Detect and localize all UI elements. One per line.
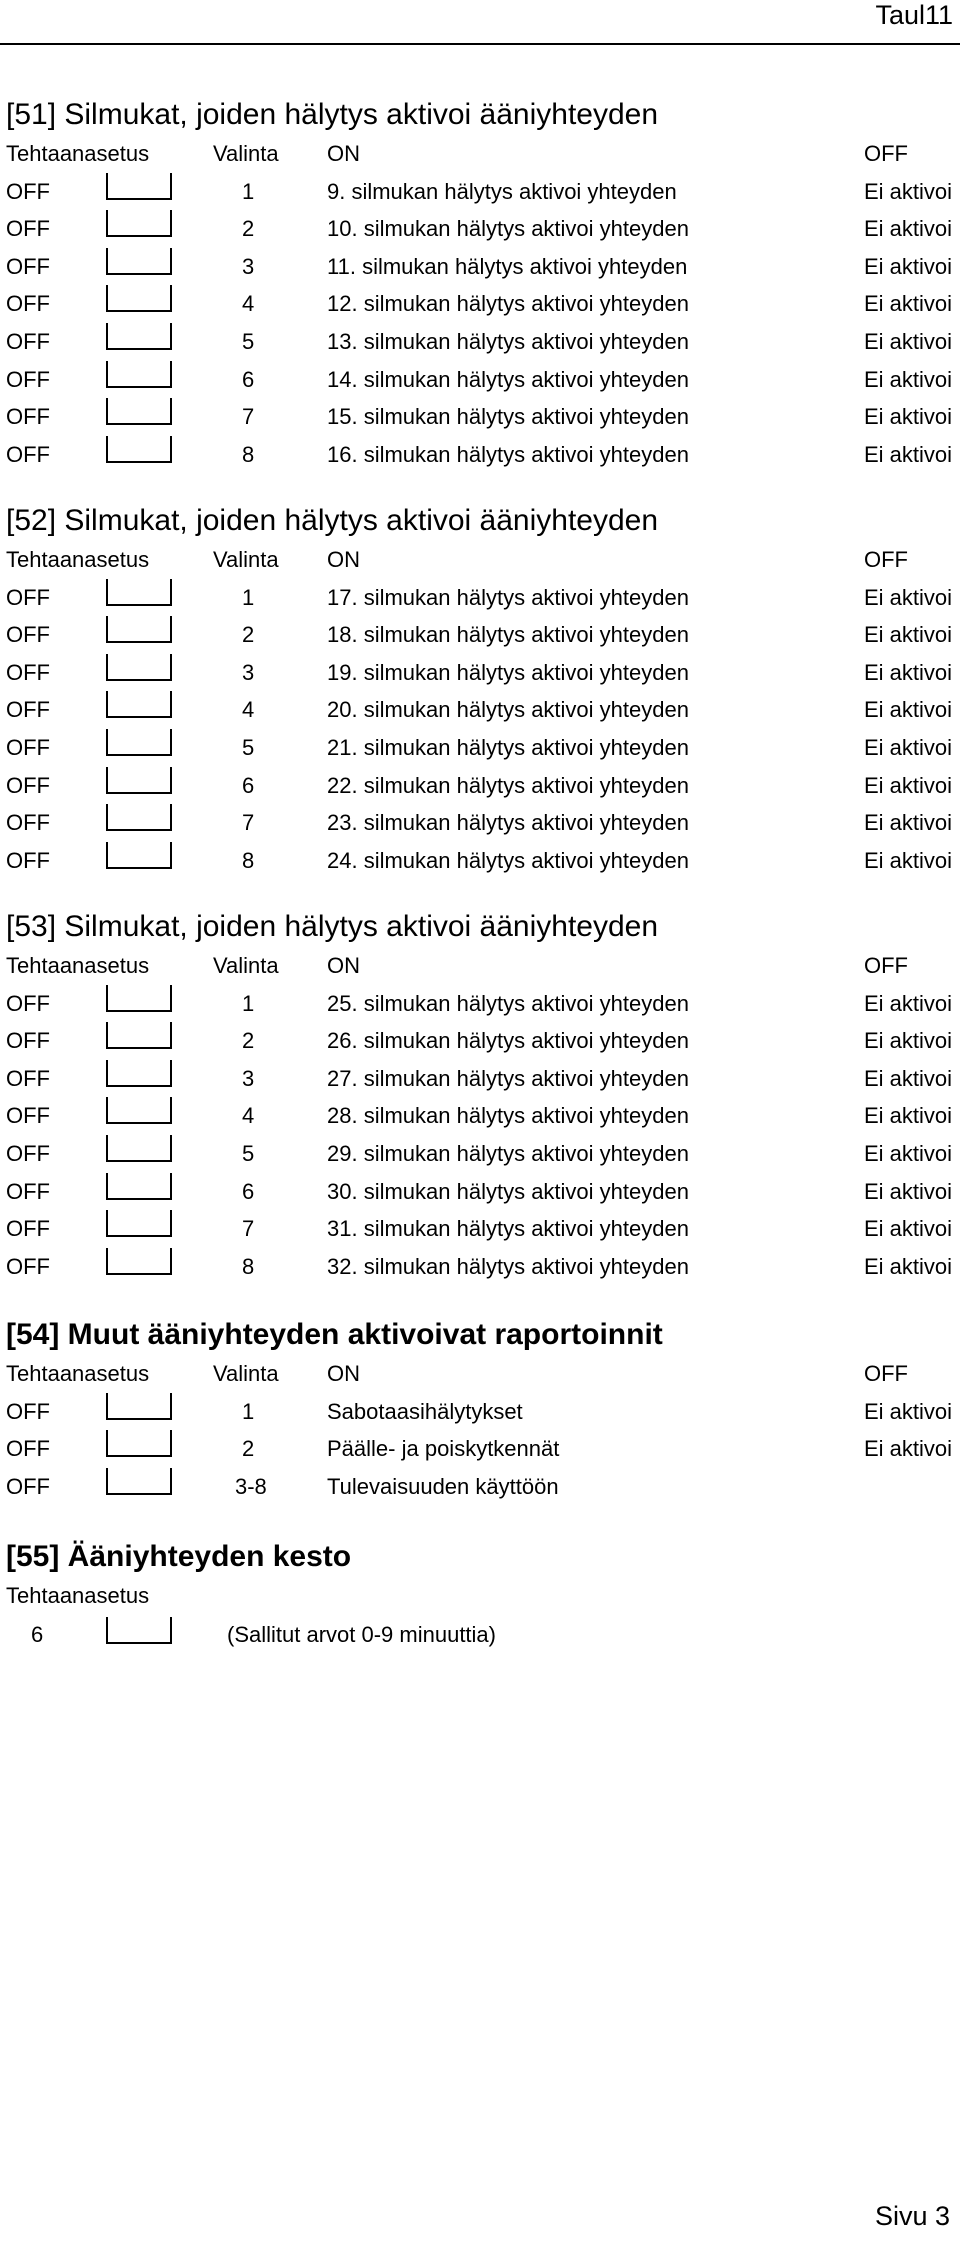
section-53 [0,906,960,1285]
section-55 [0,1536,960,1655]
off-description: Ei aktivoi [864,366,953,392]
option-number: 3 [242,253,255,279]
on-description: 12. silmukan hälytys aktivoi yhteyden [327,291,689,317]
section-title: [53] Silmukat, joiden hälytys aktivoi ääniyhteyden [6,910,659,943]
choice-entry-box[interactable] [106,1173,172,1200]
table-row [0,1468,960,1506]
table-row [0,436,960,474]
on-description: 26. silmukan hälytys aktivoi yhteyden [327,1028,689,1054]
choice-entry-box[interactable] [106,173,172,200]
default-value: OFF [6,1473,50,1499]
default-value: OFF [6,1028,50,1054]
on-description: 25. silmukan hälytys aktivoi yhteyden [327,990,689,1016]
option-number: 1 [242,584,255,610]
off-description: Ei aktivoi [864,1103,953,1129]
col-default-label: Tehtaanasetus [6,141,150,166]
on-description: 16. silmukan hälytys aktivoi yhteyden [327,441,689,467]
table-row [0,985,960,1023]
off-description: Ei aktivoi [864,772,953,798]
choice-entry-box[interactable] [106,1022,172,1049]
on-description: 18. silmukan hälytys aktivoi yhteyden [327,622,689,648]
on-description: Sabotaasihälytykset [327,1398,523,1424]
table-row [0,398,960,436]
option-number: 8 [242,847,255,873]
option-number: 7 [242,404,255,430]
on-description: 22. silmukan hälytys aktivoi yhteyden [327,772,689,798]
table-row [0,654,960,692]
off-description: Ei aktivoi [864,216,953,242]
option-number: 2 [242,1436,255,1462]
off-description: Ei aktivoi [864,1178,953,1204]
column-header-row [0,947,960,985]
choice-entry-box[interactable] [106,729,172,756]
choice-entry-box[interactable] [106,654,172,681]
on-description: 9. silmukan hälytys aktivoi yhteyden [327,178,677,204]
off-description: Ei aktivoi [864,1028,953,1054]
on-description: Päälle- ja poiskytkennät [327,1436,560,1462]
on-description: 11. silmukan hälytys aktivoi yhteyden [327,253,688,279]
choice-entry-box[interactable] [106,285,172,312]
col-default-label: Tehtaanasetus [6,547,150,572]
default-value: OFF [6,622,50,648]
choice-entry-box[interactable] [106,436,172,463]
choice-entry-box[interactable] [106,616,172,643]
column-header-row [0,135,960,173]
choice-entry-box[interactable] [106,1430,172,1457]
table-row [0,691,960,729]
off-description: Ei aktivoi [864,584,953,610]
choice-entry-box[interactable] [106,804,172,831]
on-description: 23. silmukan hälytys aktivoi yhteyden [327,810,689,836]
on-description: 20. silmukan hälytys aktivoi yhteyden [327,697,689,723]
allowed-values-note: (Sallitut arvot 0-9 minuuttia) [227,1621,496,1647]
default-value: OFF [6,178,50,204]
table-row [0,1210,960,1248]
default-value: OFF [6,1103,50,1129]
off-description: Ei aktivoi [864,1436,953,1462]
page-footer: Sivu 3 [874,2201,950,2231]
on-description: 24. silmukan hälytys aktivoi yhteyden [327,847,689,873]
column-header-row [0,1577,960,1615]
default-value: OFF [6,441,50,467]
column-header-row [0,1355,960,1393]
col-default-label: Tehtaanasetus [6,953,150,978]
table-row [0,1430,960,1468]
col-off-label: OFF [864,1361,908,1386]
col-choice-label: Valinta [213,141,279,166]
default-value: OFF [6,328,50,354]
col-off-label: OFF [864,547,908,572]
col-on-label: ON [327,141,360,166]
off-description: Ei aktivoi [864,253,953,279]
default-value: OFF [6,990,50,1016]
choice-entry-box[interactable] [106,1248,172,1275]
option-number: 2 [242,216,255,242]
on-description: 14. silmukan hälytys aktivoi yhteyden [327,366,689,392]
duration-entry-box[interactable] [106,1617,172,1644]
col-off-label: OFF [864,141,908,166]
off-description: Ei aktivoi [864,178,953,204]
choice-entry-box[interactable] [106,1060,172,1087]
on-description: 13. silmukan hälytys aktivoi yhteyden [327,328,689,354]
off-description: Ei aktivoi [864,847,953,873]
col-on-label: ON [327,547,360,572]
section-title: [54] Muut ääniyhteyden aktivoivat raportoinnit [6,1318,663,1351]
default-value: OFF [6,291,50,317]
option-number: 8 [242,1253,255,1279]
option-number: 1 [242,178,255,204]
option-number: 5 [242,328,255,354]
off-description: Ei aktivoi [864,1253,953,1279]
choice-entry-box[interactable] [106,842,172,869]
table-row [0,1173,960,1211]
table-row [0,210,960,248]
default-value: OFF [6,772,50,798]
default-value: OFF [6,216,50,242]
table-row [0,1060,960,1098]
table-row [0,1022,960,1060]
table-row [0,842,960,880]
choice-entry-box[interactable] [106,767,172,794]
table-row [0,248,960,286]
section-title: [55] Ääniyhteyden kesto [6,1540,352,1573]
on-description: 21. silmukan hälytys aktivoi yhteyden [327,734,689,760]
choice-entry-box[interactable] [106,1097,172,1124]
choice-entry-box[interactable] [106,1210,172,1237]
option-number: 5 [242,734,255,760]
option-number: 4 [242,1103,255,1129]
default-value: OFF [6,584,50,610]
option-number: 2 [242,1028,255,1054]
table-row [0,1135,960,1173]
option-number: 1 [242,990,255,1016]
section-title: [51] Silmukat, joiden hälytys aktivoi ääniyhteyden [6,98,659,131]
col-choice-label: Valinta [213,1361,279,1386]
default-value: 6 [31,1621,44,1647]
off-description: Ei aktivoi [864,328,953,354]
off-description: Ei aktivoi [864,734,953,760]
default-value: OFF [6,1253,50,1279]
page-header: Taul11 [875,0,953,30]
default-value: OFF [6,1216,50,1242]
on-description: 28. silmukan hälytys aktivoi yhteyden [327,1103,689,1129]
choice-entry-box[interactable] [106,323,172,350]
choice-entry-box[interactable] [106,1135,172,1162]
on-description: 29. silmukan hälytys aktivoi yhteyden [327,1140,689,1166]
default-value: OFF [6,697,50,723]
header-divider [0,43,960,45]
section-52 [0,500,960,879]
table-row [0,1248,960,1286]
choice-entry-box[interactable] [106,210,172,237]
option-number: 7 [242,810,255,836]
off-description: Ei aktivoi [864,697,953,723]
col-on-label: ON [327,953,360,978]
option-number: 5 [242,1140,255,1166]
choice-entry-box[interactable] [106,398,172,425]
col-off-label: OFF [864,953,908,978]
table-row [0,1097,960,1135]
option-number: 6 [242,772,255,798]
table-row [0,1393,960,1431]
option-number: 8 [242,441,255,467]
default-value: OFF [6,1178,50,1204]
off-description: Ei aktivoi [864,441,953,467]
off-description: Ei aktivoi [864,810,953,836]
choice-entry-box[interactable] [106,579,172,606]
default-value: OFF [6,1140,50,1166]
default-value: OFF [6,847,50,873]
off-description: Ei aktivoi [864,990,953,1016]
off-description: Ei aktivoi [864,1398,953,1424]
table-row [0,361,960,399]
option-number: 6 [242,1178,255,1204]
off-description: Ei aktivoi [864,291,953,317]
default-value: OFF [6,1065,50,1091]
duration-row [0,1615,960,1655]
option-number: 3 [242,1065,255,1091]
section-title: [52] Silmukat, joiden hälytys aktivoi ääniyhteyden [6,504,659,537]
on-description: 31. silmukan hälytys aktivoi yhteyden [327,1216,689,1242]
option-number: 4 [242,291,255,317]
default-value: OFF [6,253,50,279]
option-number: 7 [242,1216,255,1242]
on-description: 32. silmukan hälytys aktivoi yhteyden [327,1253,689,1279]
off-description: Ei aktivoi [864,659,953,685]
choice-entry-box[interactable] [106,248,172,275]
on-description: Tulevaisuuden käyttöön [327,1473,559,1499]
option-number: 2 [242,622,255,648]
off-description: Ei aktivoi [864,404,953,430]
option-number: 1 [242,1398,255,1424]
on-description: 17. silmukan hälytys aktivoi yhteyden [327,584,689,610]
col-default-label: Tehtaanasetus [6,1361,150,1386]
table-row [0,729,960,767]
default-value: OFF [6,810,50,836]
option-number: 4 [242,697,255,723]
off-description: Ei aktivoi [864,1065,953,1091]
choice-entry-box[interactable] [106,1393,172,1420]
on-description: 19. silmukan hälytys aktivoi yhteyden [327,659,689,685]
table-row [0,804,960,842]
col-default-label: Tehtaanasetus [6,1583,150,1608]
default-value: OFF [6,366,50,392]
off-description: Ei aktivoi [864,1216,953,1242]
on-description: 15. silmukan hälytys aktivoi yhteyden [327,404,689,430]
default-value: OFF [6,734,50,760]
off-description: Ei aktivoi [864,622,953,648]
choice-entry-box[interactable] [106,1468,172,1495]
section-51 [0,94,960,473]
off-description: Ei aktivoi [864,1140,953,1166]
col-choice-label: Valinta [213,953,279,978]
default-value: OFF [6,659,50,685]
table-row [0,173,960,211]
choice-entry-box[interactable] [106,361,172,388]
choice-entry-box[interactable] [106,691,172,718]
choice-entry-box[interactable] [106,985,172,1012]
on-description: 30. silmukan hälytys aktivoi yhteyden [327,1178,689,1204]
option-number: 6 [242,366,255,392]
table-row [0,579,960,617]
column-header-row [0,541,960,579]
option-number: 3 [242,659,255,685]
table-row [0,323,960,361]
table-row [0,285,960,323]
default-value: OFF [6,1436,50,1462]
default-value: OFF [6,1398,50,1424]
col-on-label: ON [327,1361,360,1386]
option-number: 3-8 [235,1473,267,1499]
section-54 [0,1314,960,1505]
table-row [0,616,960,654]
table-row [0,767,960,805]
on-description: 10. silmukan hälytys aktivoi yhteyden [327,216,689,242]
default-value: OFF [6,404,50,430]
on-description: 27. silmukan hälytys aktivoi yhteyden [327,1065,689,1091]
col-choice-label: Valinta [213,547,279,572]
